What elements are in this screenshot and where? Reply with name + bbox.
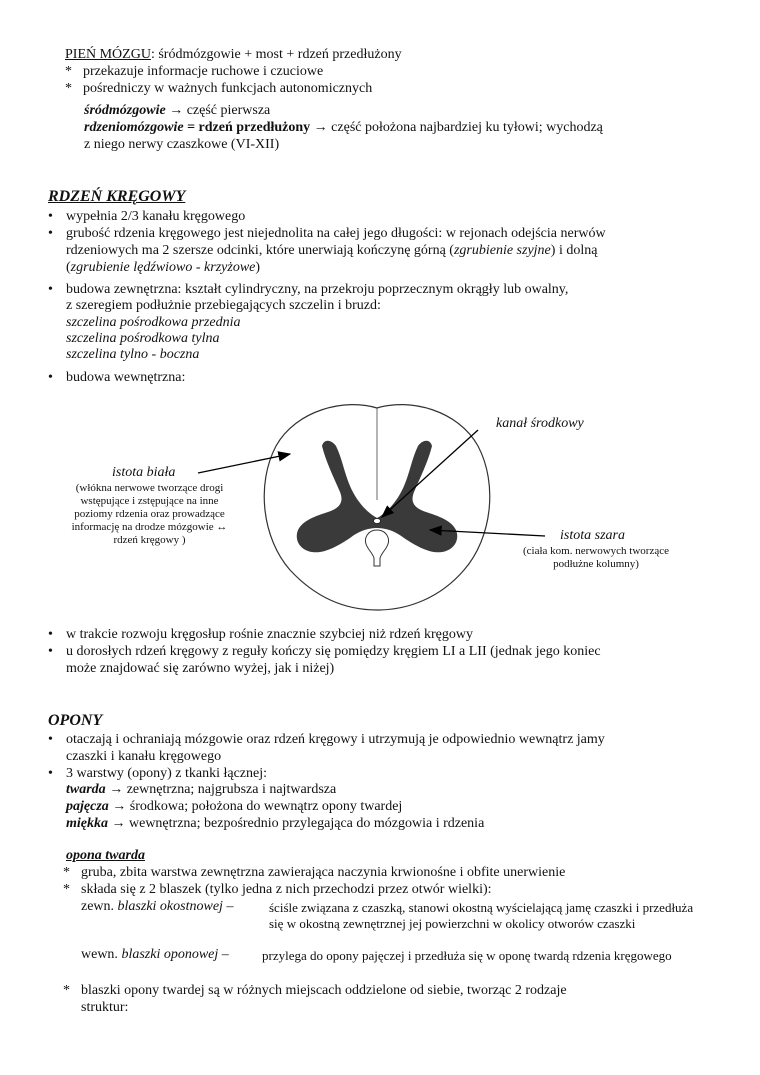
grey-matter-label: istota szara: [560, 528, 625, 543]
list-item: • wypełnia 2/3 kanału kręgowego: [48, 209, 246, 224]
list-item: • grubość rdzenia kręgowego jest niejednolita na całej jego długości: w rejonach odejścia nerwów: [48, 226, 606, 241]
white-matter-label: istota biała: [112, 465, 176, 480]
list-item-cont: czaszki i kanału kręgowego: [66, 749, 222, 764]
list-item: * blaszki opony twardej są w różnych miejscach oddzielone od siebie, tworząc 2 rodzaje: [63, 983, 567, 998]
canal-label: kanał środkowy: [496, 416, 584, 431]
grey-matter-desc: (ciała kom. nerwowych tworzące podłużne kolumny): [523, 545, 669, 570]
central-canal: [374, 519, 381, 524]
external-lamina-label: zewn. blaszki okostnowej –: [81, 899, 234, 914]
list-item-cont: rdzeniowych ma 2 szersze odcinki, które unerwiają kończynę górną (zgrubienie szyjne) i dolną: [66, 243, 598, 258]
fissure-item: szczelina pośrodkowa tylna: [66, 331, 220, 346]
midbrain-term: śródmózgowie: [84, 103, 166, 118]
bullet-marker: •: [48, 644, 53, 659]
list-item-cont: może znajdować się zarówno wyżej, jak i niżej): [66, 661, 335, 676]
layer-item: pajęcza → środkowa; położona do wewnątrz opony twardej: [66, 799, 403, 814]
bullet-marker: •: [48, 732, 53, 747]
list-item: * składa się z 2 blaszek (tylko jedna z nich przechodzi przez otwór wielki):: [63, 882, 492, 897]
layer-item: twarda → zewnętrzna; najgrubsza i najtwardsza: [66, 782, 337, 797]
spinal-heading: RDZEŃ KRĘGOWY: [48, 188, 186, 205]
bullet-marker: •: [48, 766, 53, 781]
list-item: • w trakcie rozwoju kręgosłup rośnie znacznie szybciej niż rdzeń kręgowy: [48, 627, 474, 642]
star-marker: *: [63, 865, 70, 880]
star-marker: *: [65, 64, 72, 79]
bullet-marker: •: [48, 627, 53, 642]
list-item: • u dorosłych rdzeń kręgowy z reguły kończy się pomiędzy kręgiem LI a LII (jednak jego koniec: [48, 644, 601, 659]
dura-heading: opona twarda: [66, 848, 145, 863]
bullet-marker: •: [48, 226, 53, 241]
brainstem-title-line: [65, 47, 402, 63]
list-item: • otaczają i ochraniają mózgowie oraz rdzeń kręgowy i utrzymują je odpowiednio wewnątrz jamy: [48, 732, 605, 747]
list-item: • budowa zewnętrzna: kształt cylindryczny, na przekroju poprzecznym okrągły lub owalny,: [48, 282, 569, 297]
bullet-marker: •: [48, 370, 53, 385]
star-marker: *: [65, 81, 72, 96]
list-item: * pośredniczy w ważnych funkcjach autonomicznych: [65, 81, 373, 96]
list-item-cont: z szeregiem podłużnie przebiegających szczelin i bruzd:: [66, 298, 381, 313]
meninges-heading: OPONY: [48, 712, 103, 729]
fissure-item: szczelina tylno - boczna: [66, 347, 200, 362]
bullet-marker: •: [48, 282, 53, 297]
list-item: * gruba, zbita warstwa zewnętrzna zawierająca naczynia krwionośne i obfite unerwienie: [63, 865, 566, 880]
brainstem-title: PIEŃ MÓZGU: [65, 47, 151, 62]
midbrain-line: śródmózgowie → część pierwsza: [84, 103, 271, 118]
rhombencephalon-line: rdzeniomózgowie = rdzeń przedłużony → część położona najbardziej ku tyłowi; wychodzą: [84, 120, 603, 135]
list-item-cont: (zgrubienie lędźwiowo - krzyżowe): [66, 260, 261, 275]
list-item: • 3 warstwy (opony) z tkanki łącznej:: [48, 766, 267, 781]
fissure-item: szczelina pośrodkowa przednia: [66, 315, 241, 330]
list-item-cont: struktur:: [81, 1000, 129, 1015]
brainstem-title-rest: : śródmózgowie + most + rdzeń przedłużony: [150, 47, 402, 62]
bullet-marker: •: [48, 209, 53, 224]
star-marker: *: [63, 983, 70, 998]
external-lamina-desc: ściśle związana z czaszką, stanowi okostną wyścielającą jamę czaszki i przedłuża się w okostną zewnętrznej jej powierzchni w okolicy otworów czaszki: [269, 900, 694, 931]
list-item: • budowa wewnętrzna:: [48, 370, 186, 385]
layer-item: miękka → wewnętrzna; bezpośrednio przylegająca do mózgowia i rdzenia: [66, 816, 485, 831]
white-matter-desc: (włókna nerwowe tworzące drogi wstępujące i zstępujące na inne poziomy rdzenia oraz prowadzące informację na drodze mózgowie ↔ rdzeń kręgowy ): [71, 482, 228, 546]
star-marker: *: [63, 882, 70, 897]
list-item: * przekazuje informacje ruchowe i czuciowe: [65, 64, 324, 79]
internal-lamina-label: wewn. blaszki oponowej –: [81, 947, 229, 962]
rhombencephalon-term: rdzeniomózgowie: [84, 120, 184, 135]
rhombencephalon-line-2: z niego nerwy czaszkowe (VI-XII): [84, 137, 280, 152]
internal-lamina-desc: przylega do opony pajęczej i przedłuża się w oponę twardą rdzenia kręgowego: [262, 948, 672, 963]
